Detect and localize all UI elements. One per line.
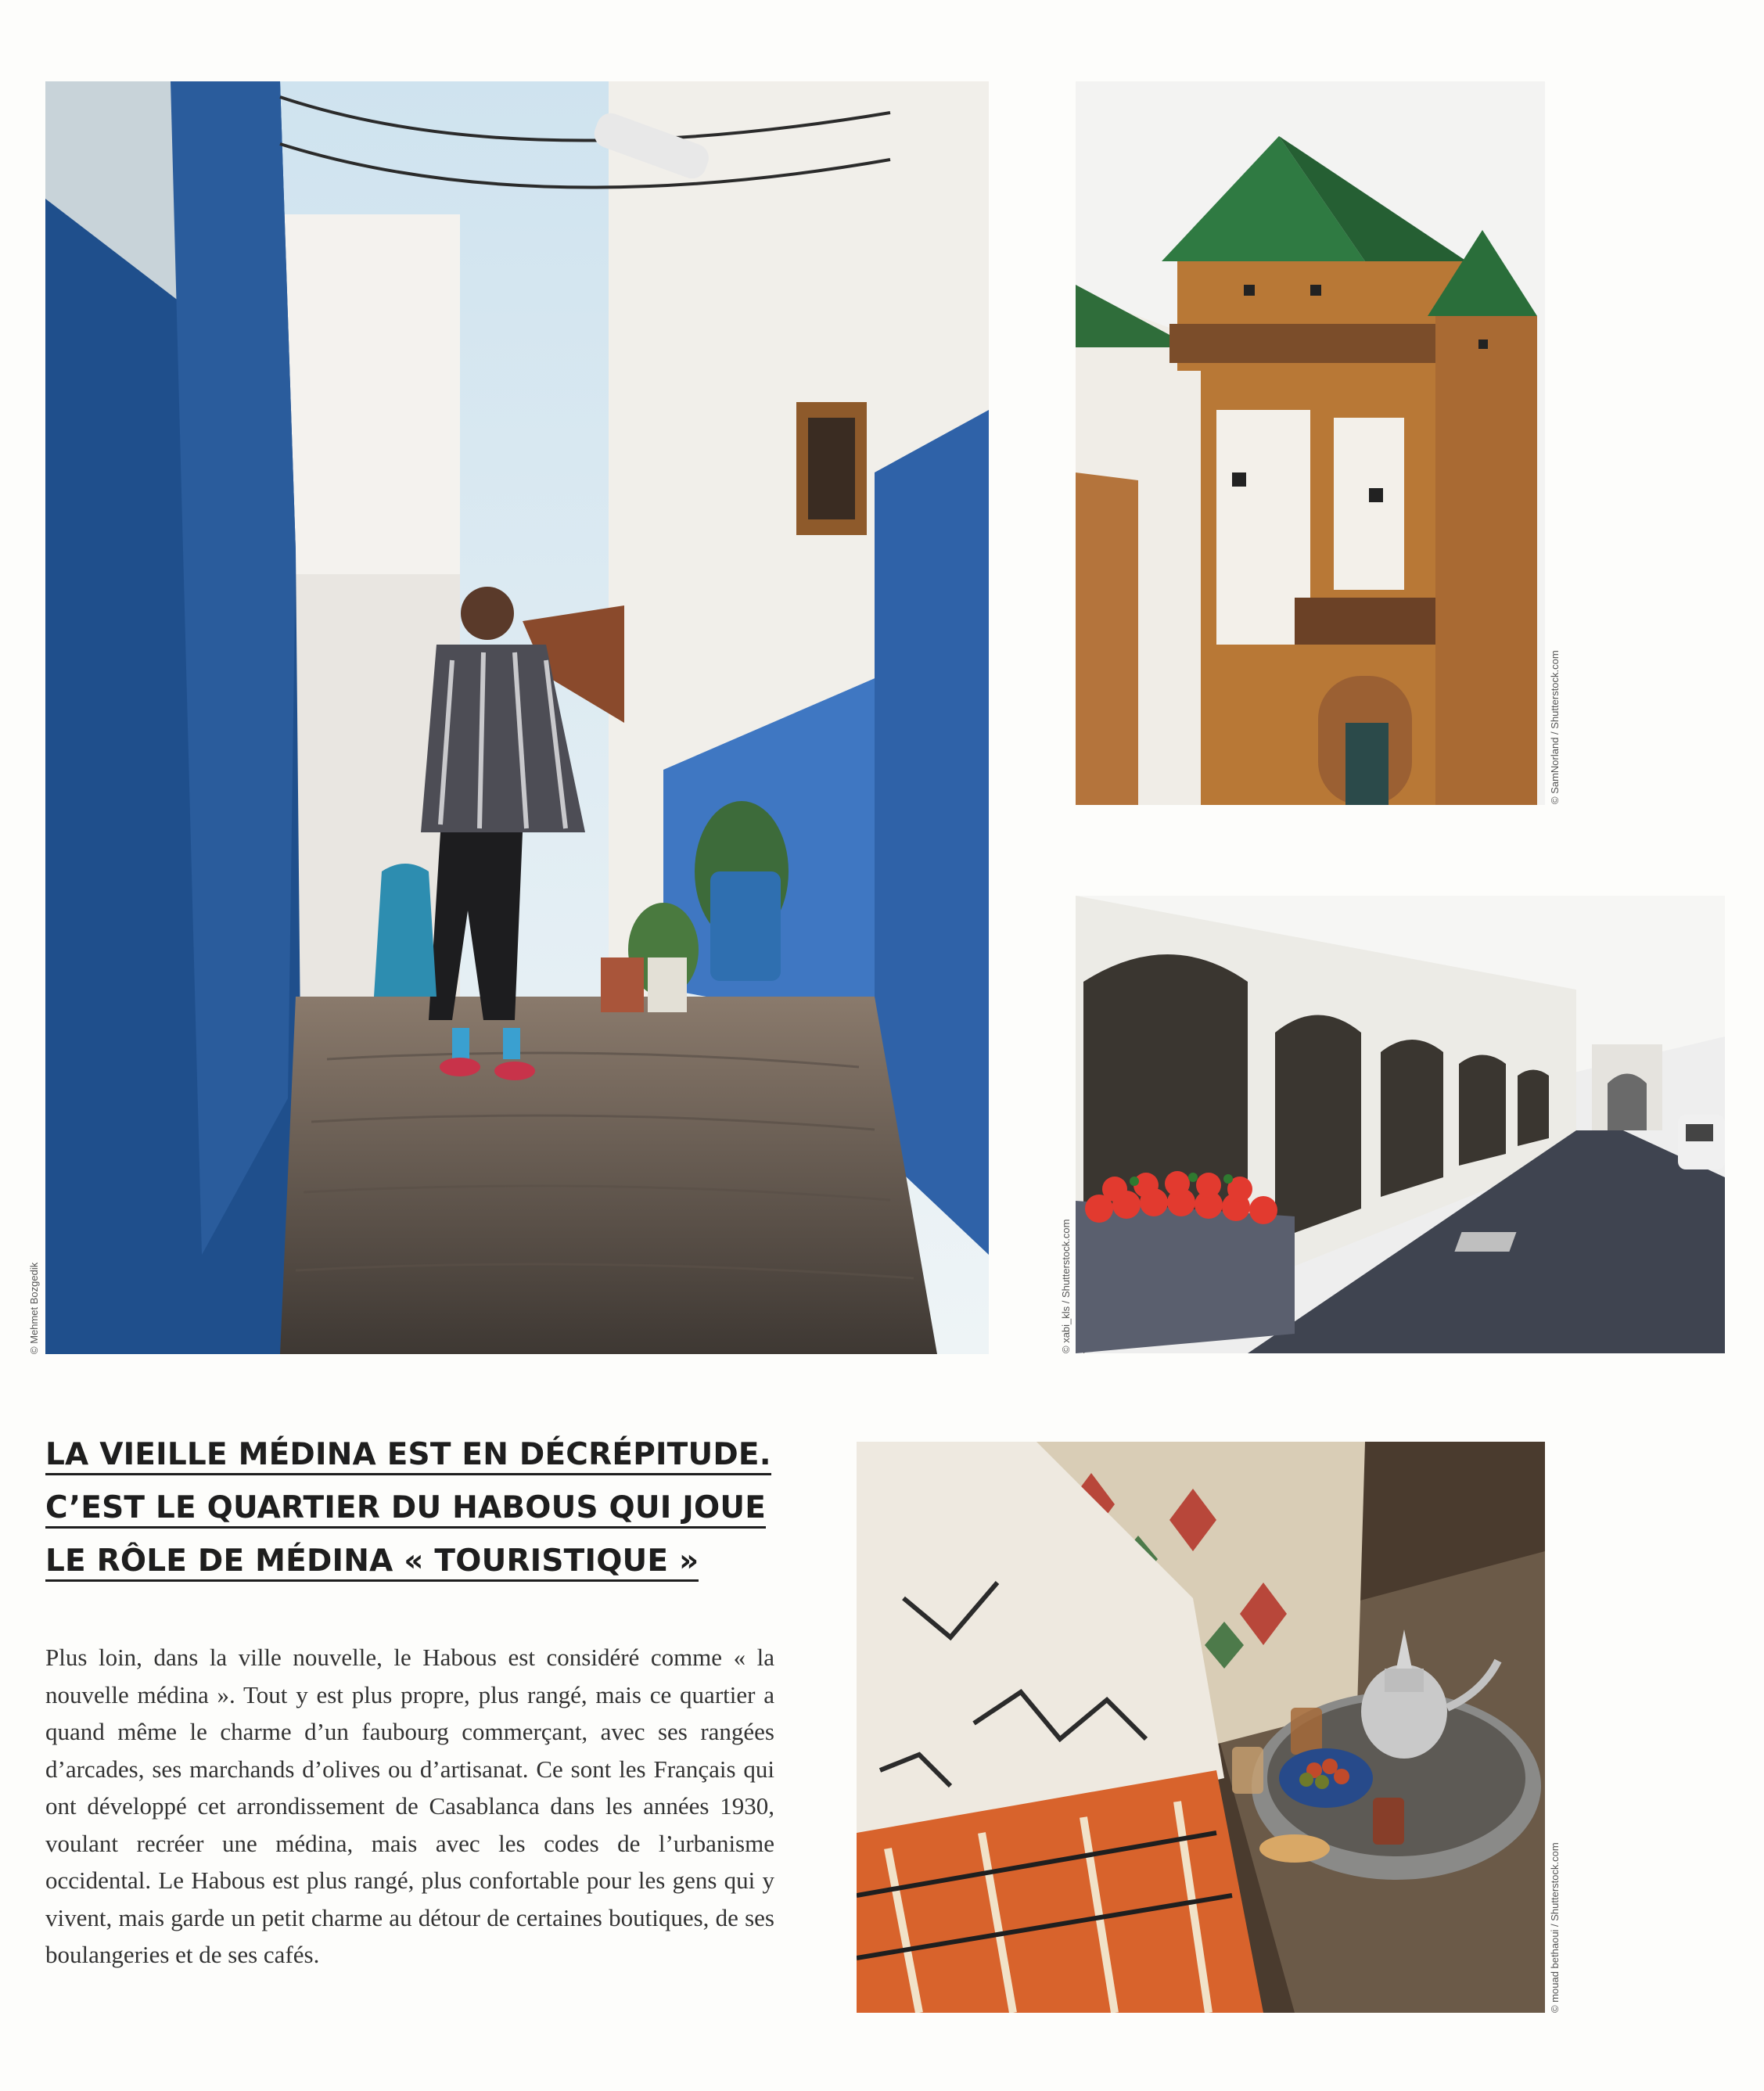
tower-illustration [1076, 81, 1545, 805]
heading-line-2: C’EST LE QUARTIER DU HABOUS QUI JOUE [45, 1490, 766, 1529]
arcades-illustration [1076, 896, 1725, 1353]
heading-line-3: LE RÔLE DE MÉDINA « TOURISTIQUE » [45, 1543, 699, 1582]
credit-alley: © Mehmet Bozgedik [28, 1262, 40, 1354]
credit-arcades: © xabi_kls / Shutterstock.com [1060, 1219, 1072, 1353]
tea-rugs-illustration [857, 1442, 1545, 2013]
photo-tea-rugs [857, 1442, 1545, 2013]
photo-arcades [1076, 896, 1725, 1353]
photo-medina-alley [45, 81, 989, 1354]
credit-tower: © SamNorland / Shutterstock.com [1549, 650, 1561, 804]
article-heading [45, 1428, 796, 1588]
heading-line-1: LA VIEILLE MÉDINA EST EN DÉCRÉPITUDE. [45, 1437, 771, 1475]
photo-tower [1076, 81, 1545, 805]
credit-tea: © mouad bethaoui / Shutterstock.com [1549, 1842, 1561, 2013]
medina-alley-illustration [45, 81, 989, 1354]
article-body: Plus loin, dans la ville nouvelle, le Habous est considéré comme « la nouvelle médina ». Tout y est plus propre, plus rangé, mais ce quartier a quand même le charme d’un faubourg commerçant, avec ses rangées d’arcades, ses marchands d’olives ou d’artisanat. Ce sont les Français qui ont développé cet arrondissement de Casablanca dans les années 1930, voulant recréer une médina, mais avec les codes de l’urbanisme occidental. Le Habous est plus rangé, plus confortable pour les gens qui y vivent, mais garde un petit charme au détour de certaines boutiques, de ses boulangeries et de ses cafés. [45, 1644, 774, 1968]
